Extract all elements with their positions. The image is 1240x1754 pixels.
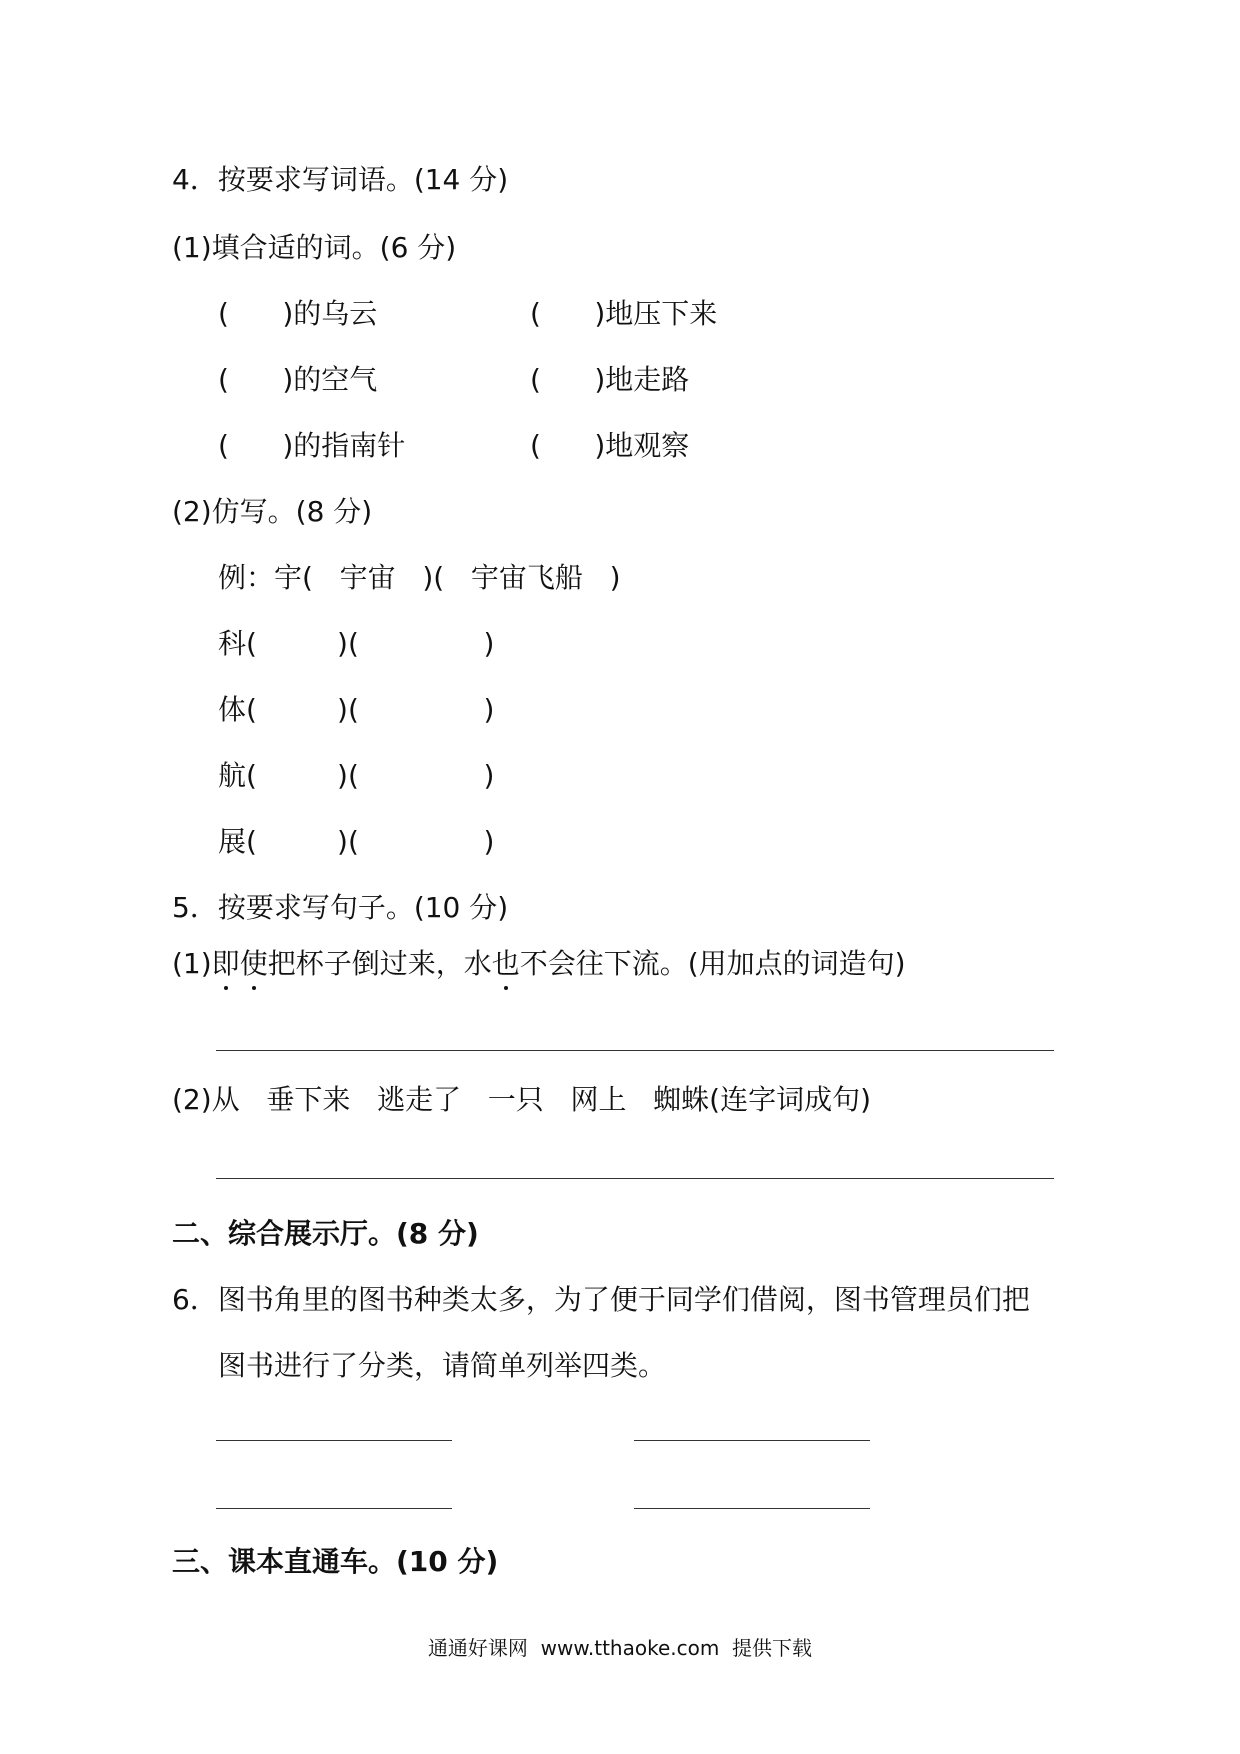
q4-p1-row1-left: ( )的乌云 [218,297,378,330]
q4-p2-row1: 科( )( ) [218,627,495,660]
q4-part2-title: (2)仿写。(8 分) [172,495,373,528]
q5-s1-suffix: 不会往下流。(用加点的词造句) [519,947,906,980]
footer-text: 通通好课网 www.tthaoke.com 提供下载 [427,1636,813,1660]
answer-line-q5-2[interactable] [216,1178,1054,1179]
dotted-char-ji: 即 [211,947,240,980]
answer-line-q6-1[interactable] [216,1440,452,1441]
q4-title: 4．按要求写词语。(14 分) [172,163,509,196]
q4-p2-row3: 航( )( ) [218,759,495,792]
q4-p2-row4: 展( )( ) [218,825,495,858]
q6-line2: 图书进行了分类，请简单列举四类。 [218,1349,667,1382]
q4-p1-row3-right: ( )地观察 [530,429,690,462]
section3-title: 三、课本直通车。(10 分) [172,1545,499,1578]
answer-line-q6-3[interactable] [216,1508,452,1509]
q5-s1-prefix: (1) [172,947,212,980]
answer-line-q6-2[interactable] [634,1440,870,1441]
q4-p2-example: 例：宇( 宇宙 )( 宇宙飞船 ) [218,561,621,594]
q4-p1-row2-left: ( )的空气 [218,363,378,396]
q4-p1-row2-right: ( )地走路 [530,363,690,396]
q5-title: 5．按要求写句子。(10 分) [172,891,509,924]
section2-title: 二、综合展示厅。(8 分) [172,1217,479,1250]
q4-p1-row3-left: ( )的指南针 [218,429,406,462]
answer-line-q5-1[interactable] [216,1050,1054,1051]
dotted-char-shi: 使 [239,947,268,980]
q5-s1-mid: 把杯子倒过来，水 [267,947,492,980]
q5-sentence1 [172,946,906,982]
q4-part1-title: (1)填合适的词。(6 分) [172,231,457,264]
q4-p1-row1-right: ( )地压下来 [530,297,718,330]
dotted-char-ye: 也 [491,947,520,980]
q5-sentence2: (2)从 垂下来 逃走了 一只 网上 蜘蛛(连字词成句) [172,1083,872,1116]
q6-line1: 6．图书角里的图书种类太多，为了便于同学们借阅，图书管理员们把 [172,1283,1030,1316]
q4-p2-row2: 体( )( ) [218,693,495,726]
answer-line-q6-4[interactable] [634,1508,870,1509]
